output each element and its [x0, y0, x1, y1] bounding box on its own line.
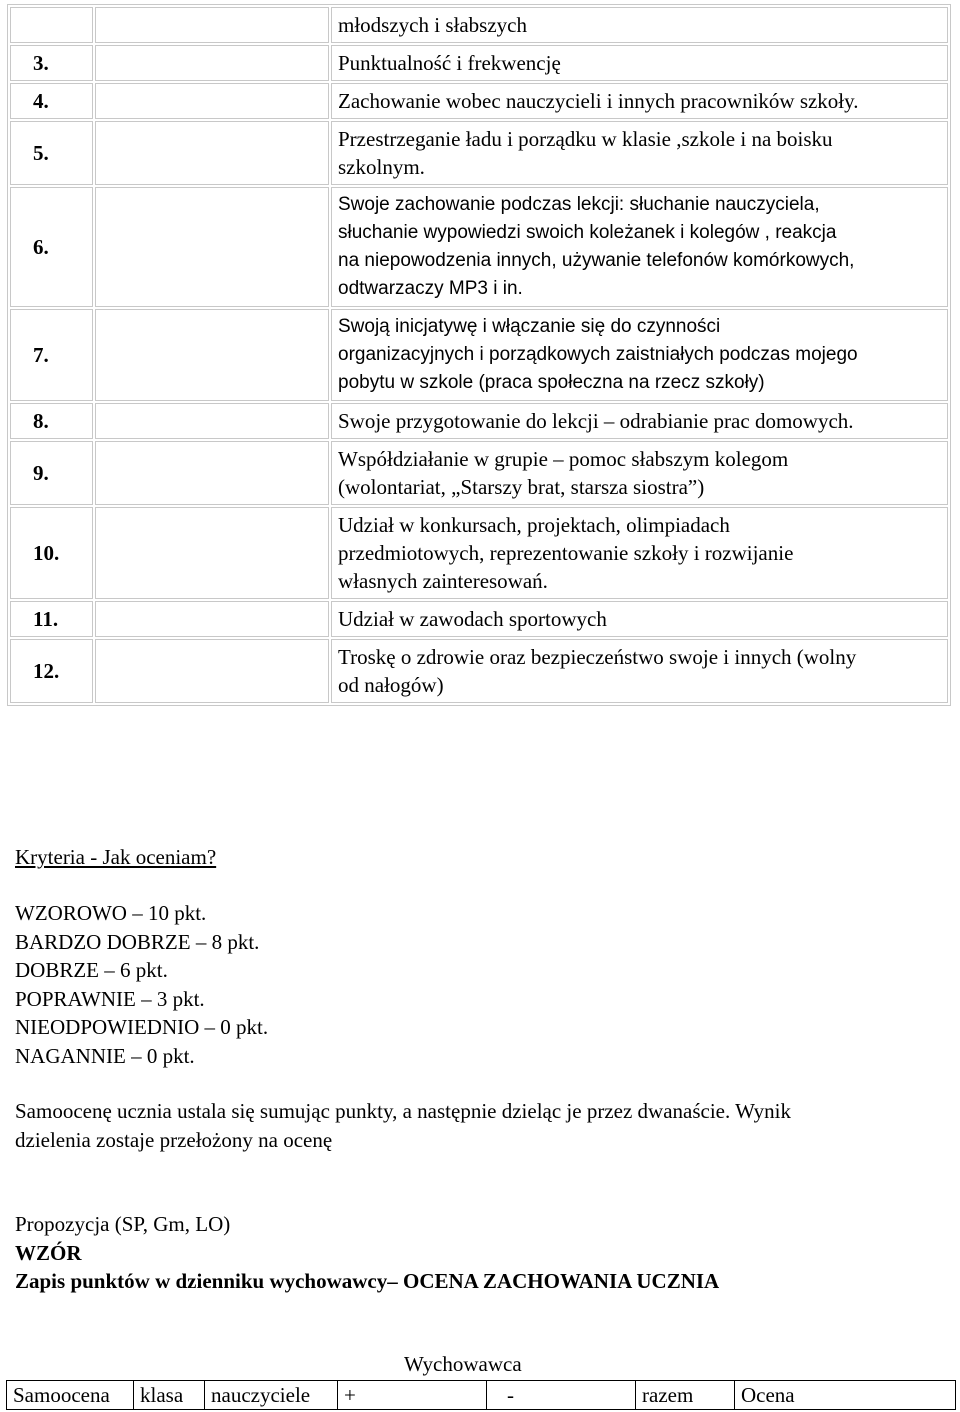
- empty-cell: [95, 45, 329, 81]
- row-number: 5.: [10, 121, 93, 185]
- criterion-line: Punktualność i frekwencję: [338, 51, 561, 75]
- criterion-line: młodszych i słabszych: [338, 13, 527, 37]
- table-row: [10, 441, 948, 505]
- criterion-line: przedmiotowych, reprezentowanie szkoły i rozwijanie: [338, 541, 794, 565]
- criterion-text: [331, 403, 948, 439]
- criteria-table: [7, 4, 951, 706]
- criterion-line: Swoje zachowanie podczas lekcji: słuchanie nauczyciela,: [338, 194, 820, 215]
- score-table-header-row: [7, 1381, 956, 1410]
- table-row: [10, 507, 948, 599]
- wzor-heading: WZÓR: [15, 1240, 82, 1265]
- header-razem: razem: [636, 1381, 735, 1410]
- row-number: 9.: [10, 441, 93, 505]
- empty-cell: [95, 187, 329, 307]
- criterion-text: [331, 45, 948, 81]
- empty-cell: [95, 83, 329, 119]
- criterion-line: słuchanie wypowiedzi swoich koleżanek i kolegów , reakcja: [338, 222, 837, 243]
- criteria-section: [15, 843, 216, 872]
- grade-dobrze: DOBRZE – 6 pkt.: [15, 958, 168, 982]
- grade-poprawnie: POPRAWNIE – 3 pkt.: [15, 986, 205, 1011]
- header-nauczyciele: nauczyciele: [205, 1381, 338, 1410]
- grade-wzorowo: WZOROWO – 10 pkt.: [15, 901, 207, 925]
- criterion-line: Swoje przygotowanie do lekcji – odrabianie prac domowych.: [338, 409, 854, 433]
- row-number: 8.: [10, 403, 93, 439]
- criterion-text: [331, 507, 948, 599]
- criterion-line: Udział w zawodach sportowych: [338, 607, 607, 631]
- header-klasa: klasa: [134, 1381, 205, 1410]
- empty-cell: [95, 403, 329, 439]
- proposal-line: Propozycja (SP, Gm, LO): [15, 1212, 231, 1236]
- criterion-line: od nałogów): [338, 673, 444, 697]
- criterion-line: (wolontariat, „Starszy brat, starsza siostra”): [338, 475, 705, 499]
- criterion-text: [331, 441, 948, 505]
- criterion-line: organizacyjnych i porządkowych zaistniałych podczas mojego: [338, 344, 858, 365]
- empty-cell: [95, 441, 329, 505]
- wychowawca-label: Wychowawca: [404, 1352, 522, 1376]
- row-number: 4.: [10, 83, 93, 119]
- criterion-line: Udział w konkursach, projektach, olimpiadach: [338, 513, 730, 537]
- table-row: [10, 639, 948, 703]
- empty-cell: [95, 507, 329, 599]
- criterion-text: [331, 121, 948, 185]
- criterion-line: Troskę o zdrowie oraz bezpieczeństwo swoje i innych (wolny: [338, 645, 857, 669]
- grade-nieodpowiednio: NIEODPOWIEDNIO – 0 pkt.: [15, 1015, 269, 1039]
- table-row: [10, 83, 948, 119]
- summary-line-1: Samoocenę ucznia ustala się sumując punkty, a następnie dzieląc je przez dwanaście. Wynik: [15, 1099, 792, 1123]
- zapis-heading: Zapis punktów w dzienniku wychowawcy– OCENA ZACHOWANIA UCZNIA: [15, 1269, 720, 1293]
- header-samoocena: Samoocena: [7, 1381, 134, 1410]
- criterion-text: [331, 7, 948, 43]
- proposal-section: [15, 1210, 719, 1296]
- table-row: [10, 309, 948, 401]
- empty-cell: [95, 7, 329, 43]
- empty-cell: [95, 309, 329, 401]
- criterion-line: szkolnym.: [338, 155, 425, 179]
- score-table: [6, 1380, 956, 1410]
- criterion-line: Zachowanie wobec nauczycieli i innych pracowników szkoły.: [338, 89, 859, 113]
- criterion-line: pobytu w szkole (praca społeczna na rzecz szkoły): [338, 372, 765, 393]
- header-ocena: Ocena: [735, 1381, 956, 1410]
- row-number: 11.: [10, 601, 93, 637]
- grade-bardzo-dobrze: BARDZO DOBRZE – 8 pkt.: [15, 929, 260, 954]
- criterion-line: na niepowodzenia innych, używanie telefonów komórkowych,: [338, 250, 855, 271]
- row-number: 6.: [10, 187, 93, 307]
- table-row: [10, 403, 948, 439]
- row-number: [10, 7, 93, 43]
- row-number: 12.: [10, 639, 93, 703]
- criterion-text: [331, 309, 948, 401]
- criterion-line: Swoją inicjatywę i włączanie się do czynności: [338, 316, 721, 337]
- table-row: [10, 601, 948, 637]
- table-row: [10, 187, 948, 307]
- criterion-line: Przestrzeganie ładu i porządku w klasie ,szkole i na boisku: [338, 127, 833, 151]
- table-row: [10, 7, 948, 43]
- row-number: 10.: [10, 507, 93, 599]
- header-plus: +: [338, 1381, 487, 1410]
- header-minus: -: [487, 1381, 636, 1410]
- criterion-text: [331, 187, 948, 307]
- criterion-text: [331, 83, 948, 119]
- summary-line-2: dzielenia zostaje przełożony na ocenę: [15, 1127, 333, 1152]
- row-number: 7.: [10, 309, 93, 401]
- criteria-heading: Kryteria - Jak oceniam?: [15, 845, 217, 869]
- criterion-text: [331, 601, 948, 637]
- criterion-line: własnych zainteresowań.: [338, 569, 548, 593]
- table-row: [10, 121, 948, 185]
- criterion-line: odtwarzaczy MP3 i in.: [338, 278, 523, 299]
- empty-cell: [95, 121, 329, 185]
- grade-nagannie: NAGANNIE – 0 pkt.: [15, 1043, 195, 1068]
- criterion-line: Współdziałanie w grupie – pomoc słabszym kolegom: [338, 447, 789, 471]
- row-number: 3.: [10, 45, 93, 81]
- empty-cell: [95, 639, 329, 703]
- criterion-text: [331, 639, 948, 703]
- grade-scale: [15, 899, 268, 1070]
- table-row: [10, 45, 948, 81]
- empty-cell: [95, 601, 329, 637]
- summary-paragraph: [15, 1097, 791, 1154]
